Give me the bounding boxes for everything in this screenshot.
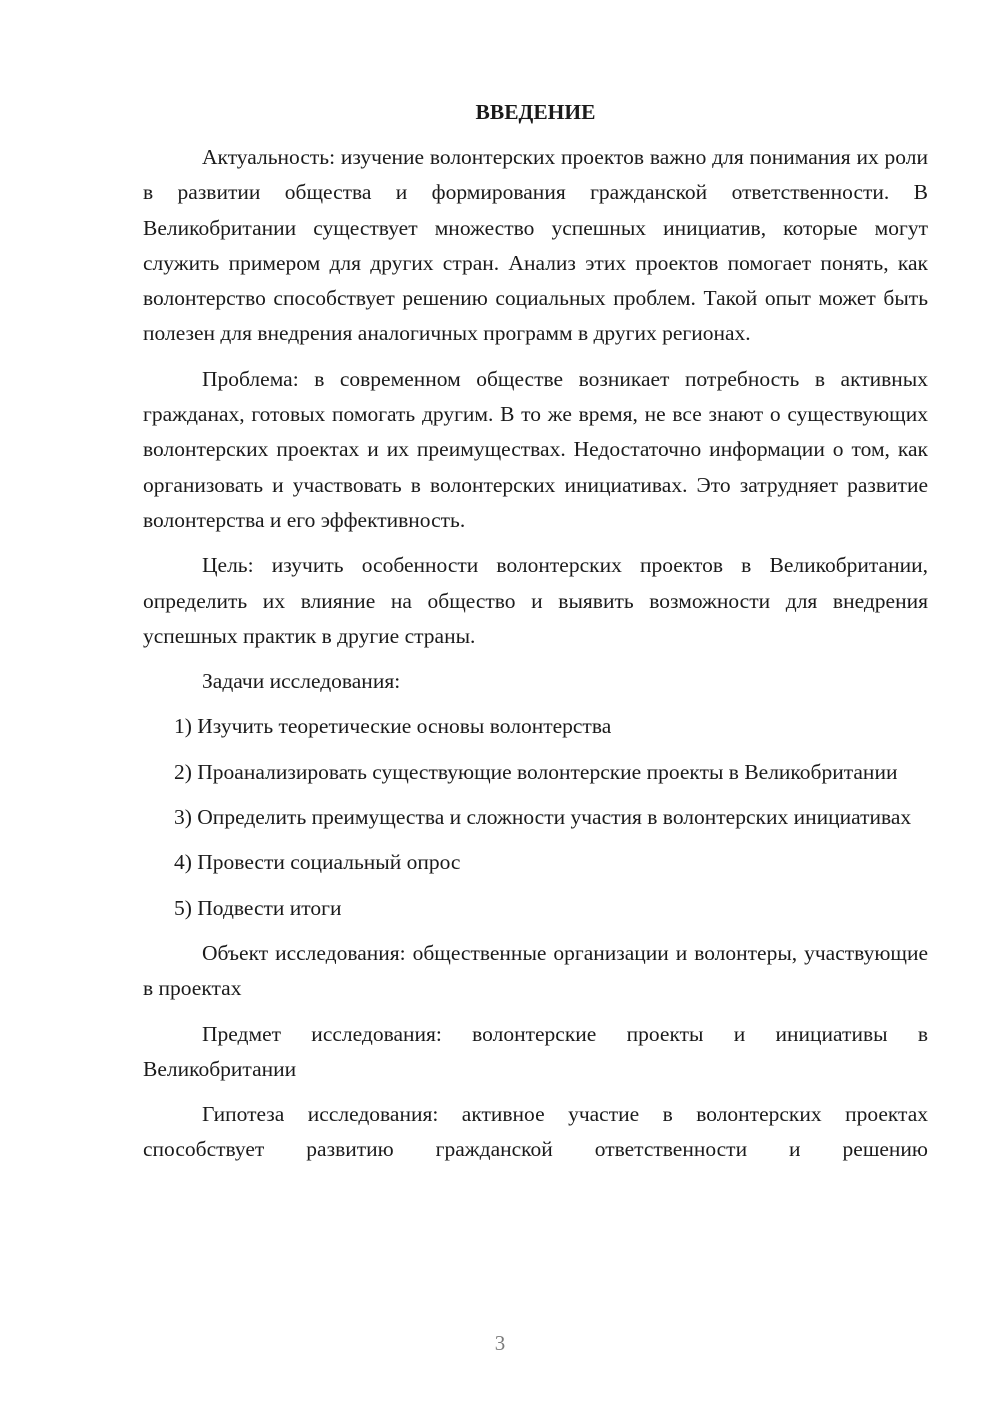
page-content: [143, 95, 928, 1178]
problem-paragraph: Проблема: в современном обществе возникает потребность в активных гражданах, готовых помогать другим. В то же время, не все знают о существующих волонтерских проектах и их преимуществах. Недостаточно информации о том, как организовать и участвовать в волонтерских инициативах. Это затрудняет развитие волонтерства и его эффективность.: [143, 366, 928, 532]
hypothesis-paragraph: Гипотеза исследования: активное участие в волонтерских проектах способствует развитию гражданской ответственности и решению: [143, 1102, 928, 1162]
task-item: 3) Определить преимущества и сложности участия в волонтерских инициативах: [174, 805, 912, 830]
task-item: 1) Изучить теоретические основы волонтерства: [174, 714, 612, 739]
object-paragraph: Объект исследования: общественные организации и волонтеры, участвующие в проектах: [143, 940, 928, 1001]
task-item: 5) Подвести итоги: [174, 895, 342, 920]
task-item: 2) Проанализировать существующие волонтерские проекты в Великобритании: [174, 759, 898, 784]
page-number: 3: [494, 1331, 506, 1355]
goal-paragraph: Цель: изучить особенности волонтерских проектов в Великобритании, определить их влияние на общество и выявить возможности для внедрения успешных практик в другие страны.: [143, 553, 928, 648]
section-title: ВВЕДЕНИЕ: [475, 100, 596, 124]
relevance-paragraph: Актуальность: изучение волонтерских проектов важно для понимания их роли в развитии общества и формирования гражданской ответственности. В Великобритании существует множество успешных инициатив, которые могут служить примером для других стран. Анализ этих проектов помогает понять, как волонтерство способствует решению социальных проблем. Такой опыт может быть полезен для внедрения аналогичных программ в других регионах.: [143, 145, 928, 346]
task-item: 4) Провести социальный опрос: [174, 850, 461, 875]
tasks-heading: Задачи исследования:: [202, 669, 401, 694]
subject-paragraph: Предмет исследования: волонтерские проекты и инициативы в Великобритании: [143, 1021, 928, 1081]
